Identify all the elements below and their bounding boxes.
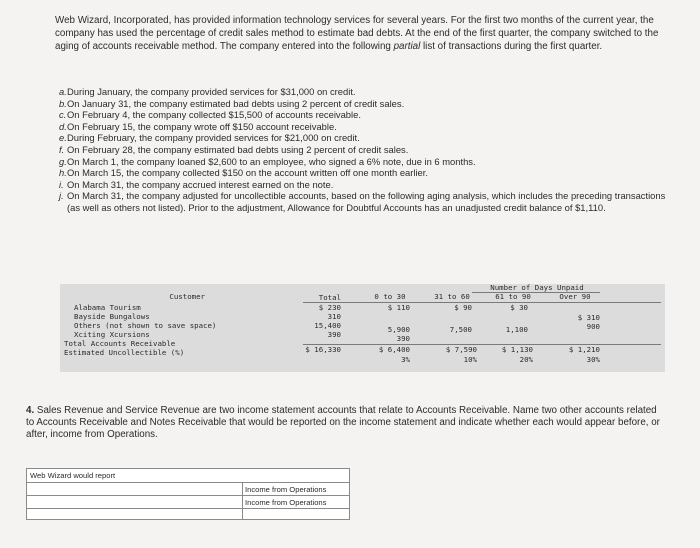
question-number: 4. xyxy=(26,405,35,416)
transaction-list xyxy=(59,86,669,214)
header-rule xyxy=(303,302,661,303)
transaction-item xyxy=(59,156,669,168)
answer-account-input-2[interactable] xyxy=(27,496,242,508)
item-letter: g. xyxy=(59,155,67,167)
item-text: On March 31, the company accrued interest earned on the note. xyxy=(67,178,334,190)
row-31-60: 7,500 xyxy=(449,325,472,334)
item-letter: a. xyxy=(59,86,67,97)
answer-account-input-1[interactable] xyxy=(27,483,242,495)
row-0-30: 5,900 xyxy=(387,325,410,334)
row-customer: Others (not shown to save space) xyxy=(74,321,217,330)
item-text: On February 28, the company estimated bad debts using 2 percent of credit sales. xyxy=(67,143,409,155)
transaction-item xyxy=(59,190,669,213)
intro-text-part2: list of transactions during the first quarter. xyxy=(420,41,603,52)
row-0-30: $ 110 xyxy=(387,303,410,312)
col-header-31-60: 31 to 60 xyxy=(434,292,470,301)
estimated-over-90: 30% xyxy=(586,355,600,364)
estimated-0-30: 3% xyxy=(401,355,410,364)
days-unpaid-group-header: Number of Days Unpaid xyxy=(490,283,584,292)
estimated-61-90: 20% xyxy=(519,355,533,364)
item-text: On March 31, the company adjusted for uncollectible accounts, based on the following aging analysis, which includes the preceding transactions (as well as others not listed). Prior to the adjustment, Allowance for Doubtful Accounts has an unadjusted credit balance of $1,110. xyxy=(67,190,666,213)
row-over-90: 900 xyxy=(586,322,600,331)
total-rule xyxy=(303,344,661,345)
col-header-customer: Customer xyxy=(169,292,205,301)
item-text: On March 1, the company loaned $2,600 to an employee, who signed a 6% note, due in 6 months. xyxy=(67,155,476,167)
item-text: On March 15, the company collected $150 on the account written off one month earlier. xyxy=(67,167,428,179)
question-text: Sales Revenue and Service Revenue are two income statement accounts that relate to Accounts Receivable. Name two other accounts related to Accounts Receivable and Notes Receivable that would be reported on the income statement and indicate whether each would appear before, or after, income from Operations. xyxy=(26,405,660,440)
row-total: 15,400 xyxy=(314,321,341,330)
answer-grid-header: Web Wizard would report xyxy=(30,471,116,480)
answer-row-label: Income from Operations xyxy=(245,498,327,507)
row-customer: Bayside Bungalows xyxy=(74,312,150,321)
row-0-30: 390 xyxy=(396,334,410,343)
total-underline xyxy=(303,344,351,345)
answer-row-label: Income from Operations xyxy=(245,485,327,494)
row-31-60: $ 90 xyxy=(454,303,472,312)
intro-text-italic: partial xyxy=(393,41,421,52)
transaction-item xyxy=(59,121,669,133)
item-text: During February, the company provided services for $21,000 on credit. xyxy=(67,132,360,144)
transaction-item xyxy=(59,179,669,191)
item-letter: d. xyxy=(59,120,67,132)
item-text: On February 15, the company wrote off $150 account receivable. xyxy=(67,120,337,132)
total-row-61-90: $ 1,130 xyxy=(501,345,533,354)
item-text: On January 31, the company estimated bad debts using 2 percent of credit sales. xyxy=(67,97,405,109)
transaction-item xyxy=(59,98,669,110)
row-total: $ 230 xyxy=(318,303,341,312)
item-text: On February 4, the company collected $15,500 of accounts receivable. xyxy=(67,109,361,121)
item-letter: e. xyxy=(59,132,67,144)
item-letter: c. xyxy=(59,109,67,121)
question-4 xyxy=(26,405,666,441)
transaction-item xyxy=(59,86,669,98)
estimated-31-60: 10% xyxy=(463,355,477,364)
item-letter: j. xyxy=(59,190,64,202)
row-over-90: $ 310 xyxy=(577,313,600,322)
problem-intro xyxy=(55,14,670,53)
item-text: During January, the company provided services for $31,000 on credit. xyxy=(67,86,356,97)
item-letter: h. xyxy=(59,167,67,179)
row-total: 390 xyxy=(327,330,341,339)
transaction-item xyxy=(59,167,669,179)
col-header-over-90: Over 90 xyxy=(559,292,591,301)
item-letter: f. xyxy=(59,143,65,155)
col-header-61-90: 61 to 90 xyxy=(495,292,531,301)
total-row-total: $ 16,330 xyxy=(305,345,341,354)
total-row-over-90: $ 1,210 xyxy=(568,345,600,354)
item-letter: b. xyxy=(59,97,67,109)
row-61-90: 1,100 xyxy=(505,325,528,334)
item-letter: i. xyxy=(59,178,64,190)
intro-text-part1: Web Wizard, Incorporated, has provided information technology services for several years. For the first two months of the current year, the company has used the percentage of credit sales method to estimate bad debts. At the end of the first quarter, the company switched to the aging of accounts receivable method. The company entered into the following xyxy=(55,15,659,52)
transaction-item xyxy=(59,109,669,121)
answer-grid xyxy=(26,468,350,520)
total-row-0-30: $ 6,400 xyxy=(378,345,410,354)
col-header-total: Total xyxy=(318,293,341,302)
grid-rule xyxy=(27,508,349,509)
row-customer: Alabama Tourism xyxy=(74,303,141,312)
row-61-90: $ 30 xyxy=(510,303,528,312)
col-header-0-30: 0 to 30 xyxy=(374,292,406,301)
aging-analysis-table xyxy=(60,284,665,372)
total-row-31-60: $ 7,590 xyxy=(445,345,477,354)
total-row-label: Total Accounts Receivable xyxy=(64,339,176,348)
transaction-item xyxy=(59,144,669,156)
estimated-row-label: Estimated Uncollectible (%) xyxy=(64,348,185,357)
row-customer: Xciting Xcursions xyxy=(74,330,150,339)
row-total: 310 xyxy=(327,312,341,321)
transaction-item xyxy=(59,132,669,144)
